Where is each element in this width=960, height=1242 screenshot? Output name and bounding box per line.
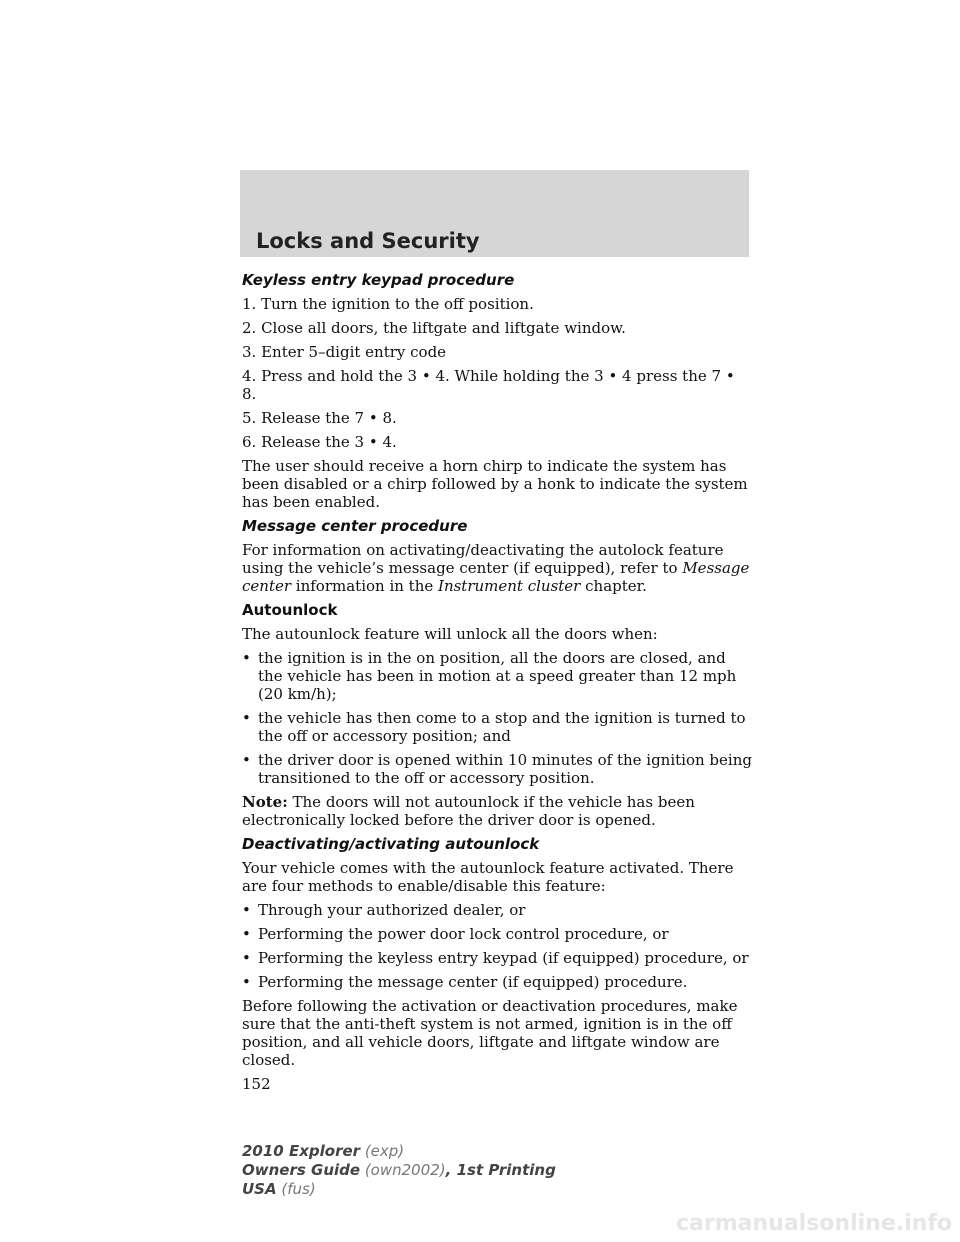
message-center-text: information in the	[291, 577, 439, 595]
bullet-dot: •	[242, 901, 251, 919]
bullet-dot: •	[242, 649, 251, 667]
instrument-cluster-ref: Instrument cluster	[438, 577, 581, 595]
keypad-step: 3. Enter 5–digit entry code	[242, 343, 447, 361]
autounlock-heading: Autounlock	[242, 601, 338, 619]
keypad-step: 4. Press and hold the 3 • 4. While holding the 3 • 4 press the 7 • 8.	[242, 367, 735, 403]
method-bullet	[242, 925, 752, 943]
bullet-text: Performing the keyless entry keypad (if equipped) procedure, or	[258, 949, 749, 967]
method-bullet	[242, 949, 752, 967]
bullet-dot: •	[242, 709, 251, 727]
bullet-text: the vehicle has then come to a stop and the ignition is turned to the off or accessory position; and	[258, 709, 746, 745]
keypad-step: 6. Release the 3 • 4.	[242, 433, 397, 451]
keypad-result: The user should receive a horn chirp to indicate the system has been disabled or a chirp followed by a honk to indicate the system has been enabled.	[242, 457, 748, 511]
message-center-text: For information on activating/deactivating the autolock feature using the vehicle’s message center (if equipped), refer to	[242, 541, 724, 577]
message-center-text: chapter.	[580, 577, 647, 595]
message-center-ref: Message center	[242, 559, 750, 595]
bullet-text: Through your authorized dealer, or	[258, 901, 526, 919]
page-number: 152	[242, 1075, 271, 1093]
autounlock-bullet	[242, 709, 752, 745]
section-header-band	[240, 170, 749, 257]
deactivating-heading: Deactivating/activating autounlock	[242, 835, 540, 853]
keypad-step: 5. Release the 7 • 8.	[242, 409, 397, 427]
deactivating-intro: Your vehicle comes with the autounlock feature activated. There are four methods to enable/disable this feature:	[242, 859, 734, 895]
footer-market: USA	[242, 1180, 277, 1198]
footer-printing: , 1st Printing	[445, 1161, 556, 1179]
page-content	[242, 268, 752, 1093]
bullet-dot: •	[242, 925, 251, 943]
footer-line-2	[242, 1161, 556, 1180]
autounlock-bullet	[242, 649, 752, 703]
bullet-dot: •	[242, 973, 251, 991]
bullet-dot: •	[242, 949, 251, 967]
footer-guide-code: (own2002)	[360, 1161, 446, 1179]
footer-model-code: (exp)	[360, 1142, 405, 1160]
footer-line-3	[242, 1180, 556, 1199]
section-title: Locks and Security	[256, 229, 480, 253]
method-bullet	[242, 973, 752, 991]
autounlock-intro: The autounlock feature will unlock all the doors when:	[242, 625, 658, 643]
footer-market-code: (fus)	[276, 1180, 316, 1198]
bullet-dot: •	[242, 751, 251, 769]
keypad-step: 1. Turn the ignition to the off position.	[242, 295, 534, 313]
site-watermark: carmanualsonline.info	[676, 1211, 952, 1236]
footer-guide: Owners Guide	[242, 1161, 361, 1179]
print-footer	[242, 1142, 556, 1199]
message-center-paragraph	[242, 541, 752, 595]
bullet-text: Performing the message center (if equipped) procedure.	[258, 973, 688, 991]
note-text: The doors will not autounlock if the vehicle has been electronically locked before the driver door is opened.	[242, 793, 695, 829]
footer-model: 2010 Explorer	[242, 1142, 361, 1160]
autounlock-note	[242, 793, 752, 829]
bullet-text: the ignition is in the on position, all the doors are closed, and the vehicle has been in motion at a speed greater than 12 mph (20 km/h);	[258, 649, 737, 703]
keypad-heading: Keyless entry keypad procedure	[242, 271, 515, 289]
deactivating-closing: Before following the activation or deactivation procedures, make sure that the anti-theft system is not armed, ignition is in the off position, and all vehicle doors, liftgate and liftgate window are closed.	[242, 997, 738, 1069]
bullet-text: Performing the power door lock control procedure, or	[258, 925, 669, 943]
method-bullet	[242, 901, 752, 919]
note-label: Note:	[242, 793, 288, 811]
message-center-heading: Message center procedure	[242, 517, 468, 535]
bullet-text: the driver door is opened within 10 minutes of the ignition being transitioned to the off or accessory position.	[258, 751, 752, 787]
keypad-step: 2. Close all doors, the liftgate and liftgate window.	[242, 319, 626, 337]
autounlock-bullet	[242, 751, 752, 787]
footer-line-1	[242, 1142, 556, 1161]
